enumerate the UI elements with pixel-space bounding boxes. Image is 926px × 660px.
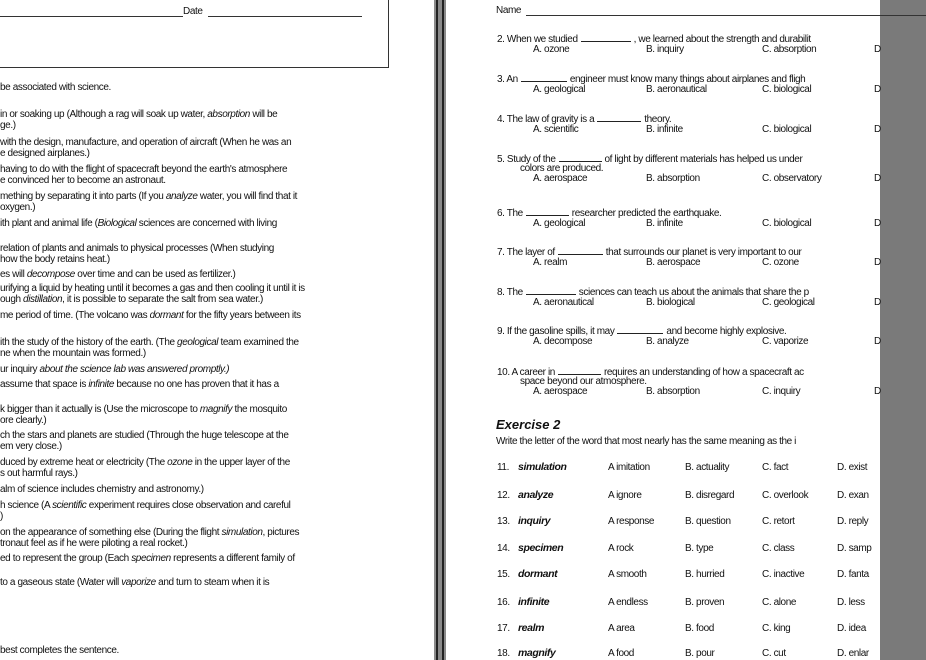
definition-text: magnify (199, 404, 233, 415)
definition-text: decompose (26, 269, 75, 280)
definition-line (0, 538, 188, 549)
question-text: Study of the (506, 154, 556, 165)
definition-line (0, 553, 295, 564)
definition-text: scientific (52, 500, 87, 511)
question-number: 18. (497, 648, 510, 659)
definition-line (0, 294, 263, 305)
definition-line (0, 577, 269, 588)
definition-line (0, 254, 110, 265)
answer-option[interactable]: A. geological (533, 84, 586, 95)
definition-text: tronaut feel as if he were piloting a real rocket.) (0, 538, 188, 549)
question-text: engineer must know many things about airplanes and fligh (569, 74, 806, 85)
definition-line (0, 500, 290, 511)
definition-line (0, 310, 301, 321)
answer-option[interactable]: A ignore (608, 490, 642, 501)
question-text: requires an understanding of how a spacecraft ac (603, 367, 804, 378)
answer-option[interactable]: A. realm (533, 257, 568, 268)
page-gutter (434, 0, 446, 660)
definition-line (0, 379, 279, 390)
question-number: 17. (497, 623, 510, 634)
vocab-word: dormant (518, 568, 558, 580)
question-text: , we learned about the strength and durabilit (633, 34, 811, 45)
question-number: 6. (497, 208, 507, 219)
question-number: 16. (497, 597, 510, 608)
definition-text: absorption (207, 109, 250, 120)
answer-blank[interactable] (581, 32, 631, 42)
definition-text: on the appearance of something else (During the flight (0, 527, 222, 538)
question-text: The (506, 208, 523, 219)
definition-line (0, 269, 235, 280)
definition-line (0, 441, 62, 452)
question-number: 7. (497, 247, 507, 258)
definition-text: ur inquiry (0, 364, 38, 375)
definition-text: e convinced her to become an astronaut. (0, 175, 166, 186)
definition-line (0, 148, 90, 159)
answer-option[interactable]: C. biological (762, 84, 812, 95)
definition-text: how the body retains heat.) (0, 254, 110, 265)
answer-option[interactable]: D. less (837, 597, 865, 608)
definition-text: in the upper layer of the (192, 457, 290, 468)
definition-text: k bigger than it actually is (Use the microscope to (0, 404, 200, 415)
vocab-word: magnify (518, 647, 556, 659)
answer-option[interactable]: B. type (685, 543, 714, 554)
answer-blank[interactable] (617, 324, 663, 334)
question-number: 11. (497, 462, 509, 473)
answer-option[interactable]: A rock (608, 543, 634, 554)
vocab-word: specimen (518, 542, 564, 554)
definition-line (0, 415, 46, 426)
answer-option[interactable]: B. actuality (685, 462, 730, 473)
definition-text: distillation (23, 294, 63, 305)
question-text: The law of gravity is a (506, 114, 595, 125)
answer-option[interactable]: A imitation (608, 462, 650, 473)
definition-text: and turn to steam when it is (155, 577, 270, 588)
answer-option[interactable]: D (874, 218, 881, 229)
definition-text: ge.) (0, 120, 16, 131)
definition-text: dormant (149, 310, 184, 321)
definition-line (0, 468, 78, 479)
answer-blank[interactable] (559, 152, 602, 162)
answer-option[interactable]: C. observatory (762, 173, 822, 184)
answer-blank[interactable] (521, 72, 567, 82)
definition-text: h science (A (0, 500, 53, 511)
definition-text: team examined the (218, 337, 299, 348)
definition-line (0, 191, 297, 202)
answer-option[interactable]: B. absorption (646, 386, 700, 397)
answer-option[interactable]: B. biological (646, 297, 695, 308)
question-number: 13. (497, 516, 510, 527)
answer-option[interactable]: C. inactive (762, 569, 805, 580)
footer-instructions: best completes the sentence. (0, 645, 119, 656)
definition-text: geological (177, 337, 219, 348)
definition-line (0, 243, 274, 254)
answer-option[interactable]: D. idea (837, 623, 866, 634)
answer-option[interactable]: C. king (762, 623, 791, 634)
answer-option[interactable]: A smooth (608, 569, 647, 580)
definition-text: me period of time. (The volcano was (0, 310, 150, 321)
vocab-word: infinite (518, 596, 550, 608)
answer-option[interactable]: A. decompose (533, 336, 593, 347)
name-line (0, 16, 183, 17)
question-number: 12. (497, 490, 510, 501)
question-text: A career in (511, 367, 555, 378)
definition-text: ne when the mountain was formed.) (0, 348, 146, 359)
definition-line (0, 348, 146, 359)
answer-option[interactable]: A response (608, 516, 655, 527)
answer-option[interactable]: C. ozone (762, 257, 799, 268)
answer-option[interactable]: B. aerospace (646, 257, 701, 268)
question-text: and become highly explosive. (666, 326, 787, 337)
definition-text: Biological (97, 218, 137, 229)
question-text-continued: colors are produced. (520, 163, 604, 174)
definition-line (0, 120, 16, 131)
definition-line (0, 404, 287, 415)
definition-line (0, 337, 299, 348)
definition-text: vaporize (121, 577, 156, 588)
definition-text: the mosquito (232, 404, 287, 415)
definition-text: in or soaking up (Although a rag will soak up water, (0, 109, 208, 120)
question-text-continued: space beyond our atmosphere. (520, 376, 647, 387)
answer-option[interactable]: B. analyze (646, 336, 689, 347)
question-number: 2. (497, 34, 507, 45)
answer-option[interactable]: D (874, 173, 881, 184)
definition-text: experiment requires close observation and careful (86, 500, 291, 511)
answer-option[interactable]: A area (608, 623, 635, 634)
header-box-bottom (0, 67, 389, 68)
definition-text: for the fifty years between its (183, 310, 301, 321)
definition-text: having to do with the flight of spacecraft beyond the earth's atmosphere (0, 164, 288, 175)
answer-option[interactable]: A. aerospace (533, 173, 588, 184)
answer-option[interactable]: B. aeronautical (646, 84, 707, 95)
header-box-right (388, 0, 389, 68)
answer-option[interactable]: D (874, 84, 881, 95)
answer-option[interactable]: B. proven (685, 597, 725, 608)
definition-line (0, 164, 287, 175)
definition-line (0, 511, 3, 522)
question-text: If the gasoline spills, it may (506, 326, 615, 337)
answer-option[interactable]: C. overlook (762, 490, 809, 501)
answer-blank[interactable] (558, 245, 603, 255)
date-line (208, 16, 362, 17)
answer-blank[interactable] (558, 365, 601, 375)
question-text: researcher predicted the earthquake. (571, 208, 722, 219)
definition-text: ) (0, 511, 3, 522)
answer-option[interactable]: C. inquiry (762, 386, 801, 397)
answer-option[interactable]: C. absorption (762, 44, 817, 55)
name-label: Name (496, 5, 522, 16)
vocab-word: inquiry (518, 515, 551, 527)
definition-text: relation of plants and animals to physical processes (When studying (0, 243, 274, 254)
answer-option[interactable]: B. infinite (646, 218, 683, 229)
definition-line (0, 202, 35, 213)
definition-line (0, 364, 229, 375)
definition-text: , pictures (262, 527, 300, 538)
definition-text: represents a different family of (170, 553, 295, 564)
question-number: 8. (497, 287, 507, 298)
definition-line (0, 430, 288, 441)
right-worksheet-page (446, 0, 880, 660)
answer-option[interactable]: C. class (762, 543, 795, 554)
exercise-2-title: Exercise 2 (496, 417, 561, 432)
answer-option[interactable]: C. geological (762, 297, 815, 308)
answer-option[interactable]: D (874, 336, 881, 347)
definition-text: e designed airplanes.) (0, 148, 90, 159)
answer-option[interactable]: C. alone (762, 597, 797, 608)
definition-text: water, you will find that it (197, 191, 298, 202)
answer-option[interactable]: B. disregard (685, 490, 735, 501)
question-number: 5. (497, 154, 507, 165)
answer-option[interactable]: C. biological (762, 124, 812, 135)
vocab-word: simulation (518, 461, 567, 473)
answer-option[interactable]: C. retort (762, 516, 795, 527)
answer-option[interactable]: D. enlar (837, 648, 869, 659)
answer-blank[interactable] (526, 206, 569, 216)
definition-line (0, 137, 291, 148)
question-text: sciences can teach us about the animals that share the p (578, 287, 809, 298)
definition-text: assume that space is (0, 379, 89, 390)
definition-text: to a gaseous state (Water will (0, 577, 122, 588)
exercise-2-instructions (496, 436, 796, 447)
definition-line (0, 175, 166, 186)
definition-text: es will (0, 269, 27, 280)
definition-text: infinite (88, 379, 115, 390)
answer-option[interactable]: D (874, 124, 881, 135)
answer-option[interactable]: D (874, 297, 881, 308)
question-number: 15. (497, 569, 510, 580)
question-text: When we studied (506, 34, 578, 45)
answer-option[interactable]: B. infinite (646, 124, 683, 135)
answer-option[interactable]: C. biological (762, 218, 812, 229)
definition-text: alm of science includes chemistry and astronomy.) (0, 484, 204, 495)
definition-text: ith the study of the history of the earth. (The (0, 337, 178, 348)
date-label: Date (183, 6, 203, 17)
definition-text: analyze (165, 191, 198, 202)
question-text: An (506, 74, 518, 85)
answer-option[interactable]: D. exan (837, 490, 869, 501)
answer-option[interactable]: B. absorption (646, 173, 700, 184)
definition-line (0, 484, 204, 495)
definition-text: ore clearly.) (0, 415, 47, 426)
definition-line (0, 218, 277, 229)
question-text: The layer of (506, 247, 555, 258)
answer-option[interactable]: B. question (685, 516, 731, 527)
definition-text: will be (249, 109, 278, 120)
answer-option[interactable]: D (874, 386, 881, 397)
definition-text: ch the stars and planets are studied (Through the huge telescope at the (0, 430, 289, 441)
answer-option[interactable]: D. fanta (837, 569, 869, 580)
definition-text: ith plant and animal life ( (0, 218, 98, 229)
answer-option[interactable]: B. food (685, 623, 714, 634)
question-number: 4. (497, 114, 507, 125)
question-text: The (506, 287, 523, 298)
definition-text: em very close.) (0, 441, 62, 452)
definition-text: because no one has proven that it has a (114, 379, 279, 390)
answer-option[interactable]: D. reply (837, 516, 869, 527)
answer-option[interactable]: B. inquiry (646, 44, 684, 55)
answer-blank[interactable] (526, 285, 576, 295)
answer-option[interactable]: C. fact (762, 462, 789, 473)
definition-text: ough (0, 294, 24, 305)
question-text: theory. (644, 114, 672, 125)
answer-option[interactable]: A endless (608, 597, 648, 608)
left-worksheet-page (0, 0, 434, 660)
answer-option[interactable]: C. vaporize (762, 336, 809, 347)
definition-text: oxygen.) (0, 202, 36, 213)
question-number: 14. (497, 543, 510, 554)
definition-text: simulation (221, 527, 263, 538)
answer-option[interactable]: B. hurried (685, 569, 725, 580)
definition-text: mething by separating it into parts (If you (0, 191, 166, 202)
definition-text: specimen (131, 553, 171, 564)
definition-text: sciences are concerned with living (136, 218, 277, 229)
definition-text: duced by extreme heat or electricity (The (0, 457, 168, 468)
answer-option[interactable]: A food (608, 648, 634, 659)
name-line (526, 15, 926, 16)
answer-option[interactable]: D. samp (837, 543, 872, 554)
question-number: 3. (497, 74, 507, 85)
answer-option[interactable]: A. aerospace (533, 386, 588, 397)
answer-option[interactable]: D (874, 257, 881, 268)
answer-option[interactable]: D. exist (837, 462, 868, 473)
question-number: 9. (497, 326, 507, 337)
question-text: that surrounds our planet is very important to our (605, 247, 802, 258)
answer-option[interactable]: A. scientific (533, 124, 579, 135)
answer-blank[interactable] (597, 112, 641, 122)
question-number: 10. (497, 367, 512, 378)
answer-option[interactable]: A. aeronautical (533, 297, 594, 308)
answer-option[interactable]: D (874, 44, 881, 55)
definition-line (0, 457, 290, 468)
question-text: of light by different materials has helped us under (604, 154, 803, 165)
definition-line (0, 283, 305, 294)
definition-text: about the science lab was answered promptly.) (37, 364, 230, 375)
answer-option[interactable]: A. geological (533, 218, 586, 229)
definition-text: s out harmful rays.) (0, 468, 78, 479)
definition-text: ed to represent the group (Each (0, 553, 132, 564)
vocab-word: realm (518, 622, 545, 634)
definition-text: with the design, manufacture, and operation of aircraft (When he was an (0, 137, 292, 148)
definition-text: , it is possible to separate the salt from sea water.) (62, 294, 263, 305)
answer-option[interactable]: C. cut (762, 648, 786, 659)
question-stem (497, 206, 721, 219)
definition-text: urifying a liquid by heating until it becomes a gas and then cooling it until it is (0, 283, 305, 294)
definition-line (0, 527, 299, 538)
exercise-2-instructions-text: Write the letter of the word that most nearly has the same meaning as the i (496, 436, 796, 447)
definition-text: ozone (167, 457, 193, 468)
intro-text: be associated with science. (0, 82, 111, 93)
answer-option[interactable]: A. ozone (533, 44, 570, 55)
vocab-word: analyze (518, 489, 554, 501)
definition-line (0, 109, 277, 120)
answer-option[interactable]: B. pour (685, 648, 715, 659)
definition-text: over time and can be used as fertilizer.) (74, 269, 236, 280)
